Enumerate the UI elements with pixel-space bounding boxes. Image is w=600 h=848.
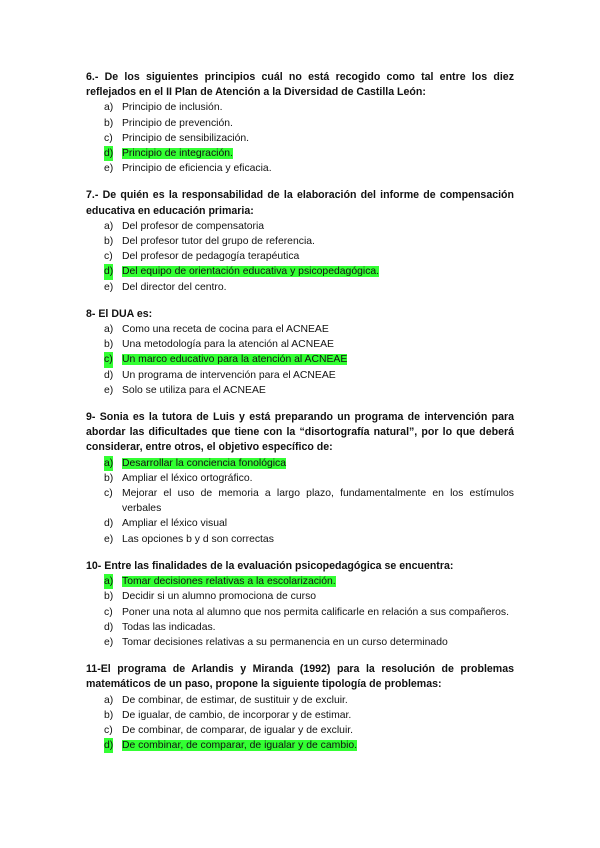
option-item <box>86 723 514 738</box>
option-text: Del profesor tutor del grupo de referencia. <box>122 236 315 248</box>
option-text: Decidir si un alumno promociona de curso <box>122 591 317 603</box>
option-item <box>86 589 514 604</box>
option-letter: e) <box>104 636 114 648</box>
option-item <box>86 280 514 295</box>
option-letter: d) <box>104 369 114 381</box>
option-list <box>86 322 514 398</box>
option-item <box>86 161 514 176</box>
option-letter: c) <box>104 488 113 500</box>
option-item <box>86 516 514 531</box>
question-list <box>86 70 514 765</box>
question-title: 7.- De quién es la responsabilidad de la elaboración del informe de compensación educativa en educación primaria: <box>86 189 514 217</box>
option-text: Principio de prevención. <box>122 117 233 129</box>
question-7 <box>86 188 514 294</box>
option-text: Tomar decisiones relativas a la escolarización. <box>122 576 336 588</box>
option-letter: d) <box>104 264 113 279</box>
option-text: Principio de inclusión. <box>122 102 223 114</box>
option-text: De igualar, de cambio, de incorporar y de estimar. <box>122 709 352 721</box>
option-letter: a) <box>104 574 113 589</box>
option-item <box>86 620 514 635</box>
option-item <box>86 486 514 516</box>
option-list <box>86 100 514 176</box>
question-title: 9- Sonia es la tutora de Luis y está preparando un programa de intervención para abordar las dificultades que tiene con la “disortografía natural”, por lo que deberá considerar, entre otros, el objetivo específico de: <box>86 411 514 454</box>
option-text: Poner una nota al alumno que nos permita calificarle en relación a sus compañeros. <box>122 606 509 618</box>
question-10 <box>86 559 514 650</box>
option-item <box>86 368 514 383</box>
option-letter: d) <box>104 518 114 530</box>
option-text: Tomar decisiones relativas a su permanencia en un curso determinado <box>122 636 448 648</box>
option-item <box>86 234 514 249</box>
option-text: Ampliar el léxico visual <box>122 518 228 530</box>
option-text: Un marco educativo para la atención al ACNEAE <box>122 354 348 366</box>
option-text: Del director del centro. <box>122 281 227 293</box>
option-list <box>86 219 514 295</box>
option-letter: e) <box>104 281 114 293</box>
option-letter: b) <box>104 709 114 721</box>
option-item <box>86 219 514 234</box>
option-item-highlighted <box>86 264 514 279</box>
option-text: Principio de eficiencia y eficacia. <box>122 163 272 175</box>
option-item <box>86 116 514 131</box>
option-list <box>86 574 514 650</box>
option-item <box>86 383 514 398</box>
option-letter: d) <box>104 146 113 161</box>
option-letter: b) <box>104 339 114 351</box>
option-letter: c) <box>104 251 113 263</box>
option-item-highlighted <box>86 574 514 589</box>
option-letter: b) <box>104 472 114 484</box>
option-item <box>86 532 514 547</box>
option-item <box>86 100 514 115</box>
question-8 <box>86 307 514 398</box>
option-text: Las opciones b y d son correctas <box>122 533 274 545</box>
option-text: Un programa de intervención para el ACNEAE <box>122 369 336 381</box>
option-letter: c) <box>104 724 113 736</box>
option-text: Principio de sensibilización. <box>122 132 250 144</box>
option-item-highlighted <box>86 738 514 753</box>
option-item <box>86 605 514 620</box>
option-letter: d) <box>104 621 114 633</box>
option-text: De combinar, de estimar, de sustituir y de excluir. <box>122 694 348 706</box>
option-letter: e) <box>104 163 114 175</box>
question-title: 8- El DUA es: <box>86 307 153 320</box>
option-item <box>86 708 514 723</box>
option-letter: b) <box>104 591 114 603</box>
option-text: Principio de integración. <box>122 148 233 160</box>
option-letter: e) <box>104 384 114 396</box>
option-list <box>86 693 514 754</box>
option-letter: b) <box>104 117 114 129</box>
question-6 <box>86 70 514 176</box>
option-text: Del profesor de pedagogía terapéutica <box>122 251 300 263</box>
option-list <box>86 456 514 547</box>
question-11 <box>86 662 514 753</box>
question-title: 6.- De los siguientes principios cuál no está recogido como tal entre los diez reflejados en el II Plan de Atención a la Diversidad de Castilla León: <box>86 71 514 99</box>
option-letter: a) <box>104 694 114 706</box>
option-text: De combinar, de comparar, de igualar y de cambio. <box>122 740 358 752</box>
option-item <box>86 693 514 708</box>
option-text: Una metodología para la atención al ACNEAE <box>122 339 334 351</box>
option-text: Desarrollar la conciencia fonológica <box>122 457 287 469</box>
option-text: Ampliar el léxico ortográfico. <box>122 472 253 484</box>
option-item <box>86 337 514 352</box>
option-letter: c) <box>104 132 113 144</box>
option-text: Del profesor de compensatoria <box>122 220 265 232</box>
option-item-highlighted <box>86 456 514 471</box>
question-9 <box>86 410 514 547</box>
option-item <box>86 131 514 146</box>
option-item-highlighted <box>86 146 514 161</box>
option-text: Del equipo de orientación educativa y psicopedagógica. <box>122 266 380 278</box>
option-text: Solo se utiliza para el ACNEAE <box>122 384 266 396</box>
option-letter: e) <box>104 533 114 545</box>
option-item-highlighted <box>86 352 514 367</box>
option-item <box>86 322 514 337</box>
option-letter: d) <box>104 738 113 753</box>
option-item <box>86 471 514 486</box>
option-item <box>86 635 514 650</box>
option-letter: c) <box>104 606 113 618</box>
option-text: Mejorar el uso de memoria a largo plazo, fundamentalmente en los estímulos verbales <box>122 488 514 515</box>
option-text: Todas las indicadas. <box>122 621 216 633</box>
option-letter: a) <box>104 456 113 471</box>
option-text: Como una receta de cocina para el ACNEAE <box>122 324 329 336</box>
option-item <box>86 249 514 264</box>
option-letter: a) <box>104 324 114 336</box>
question-title: 10- Entre las finalidades de la evaluación psicopedagógica se encuentra: <box>86 559 454 572</box>
option-text: De combinar, de comparar, de igualar y de excluir. <box>122 724 354 736</box>
option-letter: a) <box>104 220 114 232</box>
option-letter: c) <box>104 352 113 367</box>
option-letter: a) <box>104 102 114 114</box>
question-title: 11-El programa de Arlandis y Miranda (1992) para la resolución de problemas matemáticos de un paso, propone la siguiente tipología de problemas: <box>86 663 514 691</box>
option-letter: b) <box>104 236 114 248</box>
